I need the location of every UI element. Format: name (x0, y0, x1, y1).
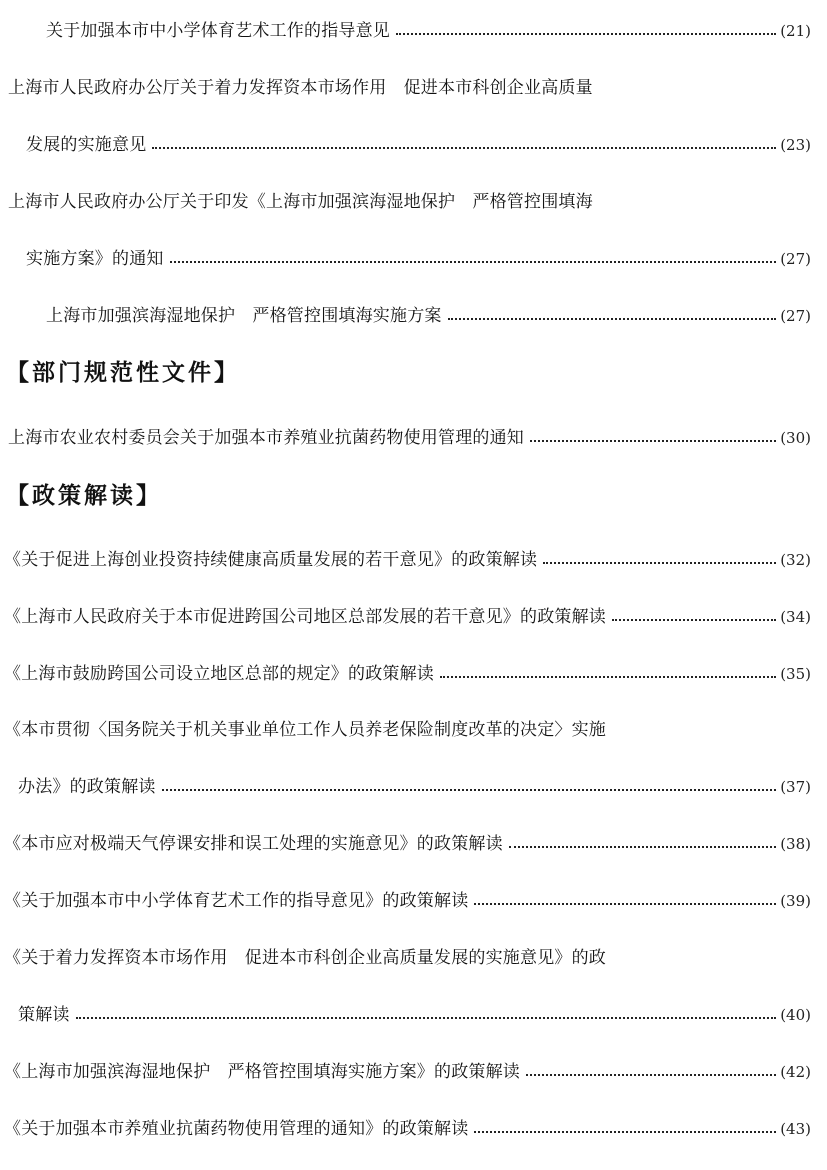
toc-entry[interactable] (0, 1114, 827, 1144)
toc-entry-title: 《本市贯彻〈国务院关于机关事业单位工作人员养老保险制度改革的决定〉实施 (4, 720, 606, 740)
toc-entry-page: (35) (780, 665, 811, 683)
toc-entry[interactable] (0, 943, 827, 973)
toc-entry-title: 上海市加强滨海湿地保护 严格管控围填海实施方案 (46, 306, 442, 326)
toc-entry[interactable] (0, 16, 827, 46)
toc-entry-title: 《关于着力发挥资本市场作用 促进本市科创企业高质量发展的实施意见》的政 (4, 948, 606, 968)
toc-entry[interactable] (0, 1057, 827, 1087)
dot-leader (509, 845, 776, 848)
toc-entry-page: (40) (780, 1006, 811, 1024)
toc-entry-title: 上海市人民政府办公厅关于印发《上海市加强滨海湿地保护 严格管控围填海 (8, 192, 593, 212)
dot-leader (543, 561, 776, 564)
dot-leader (152, 146, 776, 149)
toc-entry[interactable] (0, 659, 827, 689)
toc-entry[interactable] (0, 73, 827, 103)
toc-entry[interactable] (0, 715, 827, 745)
dot-leader (170, 260, 777, 263)
toc-entry-title: 上海市人民政府办公厅关于着力发挥资本市场作用 促进本市科创企业高质量 (8, 78, 593, 98)
toc-entry-page: (34) (780, 608, 811, 626)
section-heading-dept: 【部门规范性文件】 (6, 359, 240, 386)
dot-leader (448, 317, 777, 320)
toc-entry-title: 发展的实施意见 (26, 135, 147, 155)
toc-entry[interactable] (0, 187, 827, 217)
toc-entry-title: 办法》的政策解读 (18, 777, 156, 797)
toc-entry-continuation[interactable] (0, 244, 827, 274)
toc-entry-page: (23) (780, 136, 811, 154)
toc-entry-continuation[interactable] (0, 772, 827, 802)
toc-entry-title: 关于加强本市中小学体育艺术工作的指导意见 (46, 21, 390, 41)
dot-leader (440, 675, 776, 678)
toc-entry[interactable] (0, 545, 827, 575)
toc-entry-page: (43) (780, 1120, 811, 1138)
toc-entry-title: 《上海市人民政府关于本市促进跨国公司地区总部发展的若干意见》的政策解读 (4, 607, 606, 627)
toc-entry[interactable] (0, 829, 827, 859)
toc-entry-title: 策解读 (18, 1005, 70, 1025)
toc-entry-title: 上海市农业农村委员会关于加强本市养殖业抗菌药物使用管理的通知 (8, 428, 524, 448)
dot-leader (526, 1073, 776, 1076)
toc-entry-page: (37) (780, 778, 811, 796)
dot-leader (162, 788, 777, 791)
dot-leader (612, 618, 776, 621)
toc-entry-page: (39) (780, 892, 811, 910)
toc-entry-title: 《关于促进上海创业投资持续健康高质量发展的若干意见》的政策解读 (4, 550, 538, 570)
toc-entry[interactable] (0, 423, 827, 453)
toc-entry-page: (27) (780, 250, 811, 268)
toc-entry-title: 实施方案》的通知 (26, 249, 164, 269)
toc-entry-title: 《上海市鼓励跨国公司设立地区总部的规定》的政策解读 (4, 664, 434, 684)
toc-entry-page: (42) (780, 1063, 811, 1081)
dot-leader (530, 439, 776, 442)
dot-leader (474, 902, 776, 905)
section-heading-policy: 【政策解读】 (6, 482, 162, 509)
toc-entry-title: 《上海市加强滨海湿地保护 严格管控围填海实施方案》的政策解读 (4, 1062, 520, 1082)
toc-entry[interactable] (0, 301, 827, 331)
toc-entry[interactable] (0, 886, 827, 916)
toc-entry-page: (38) (780, 835, 811, 853)
toc-entry-continuation[interactable] (0, 130, 827, 160)
toc-entry-title: 《关于加强本市中小学体育艺术工作的指导意见》的政策解读 (4, 891, 469, 911)
toc-entry-title: 《关于加强本市养殖业抗菌药物使用管理的通知》的政策解读 (4, 1119, 469, 1139)
toc-entry-title: 《本市应对极端天气停课安排和误工处理的实施意见》的政策解读 (4, 834, 503, 854)
dot-leader (396, 32, 776, 35)
toc-entry[interactable] (0, 602, 827, 632)
toc-entry-page: (27) (780, 307, 811, 325)
toc-entry-page: (32) (780, 551, 811, 569)
toc-entry-page: (21) (780, 22, 811, 40)
toc-entry-continuation[interactable] (0, 1000, 827, 1030)
dot-leader (76, 1016, 777, 1019)
dot-leader (474, 1130, 776, 1133)
toc-entry-page: (30) (780, 429, 811, 447)
